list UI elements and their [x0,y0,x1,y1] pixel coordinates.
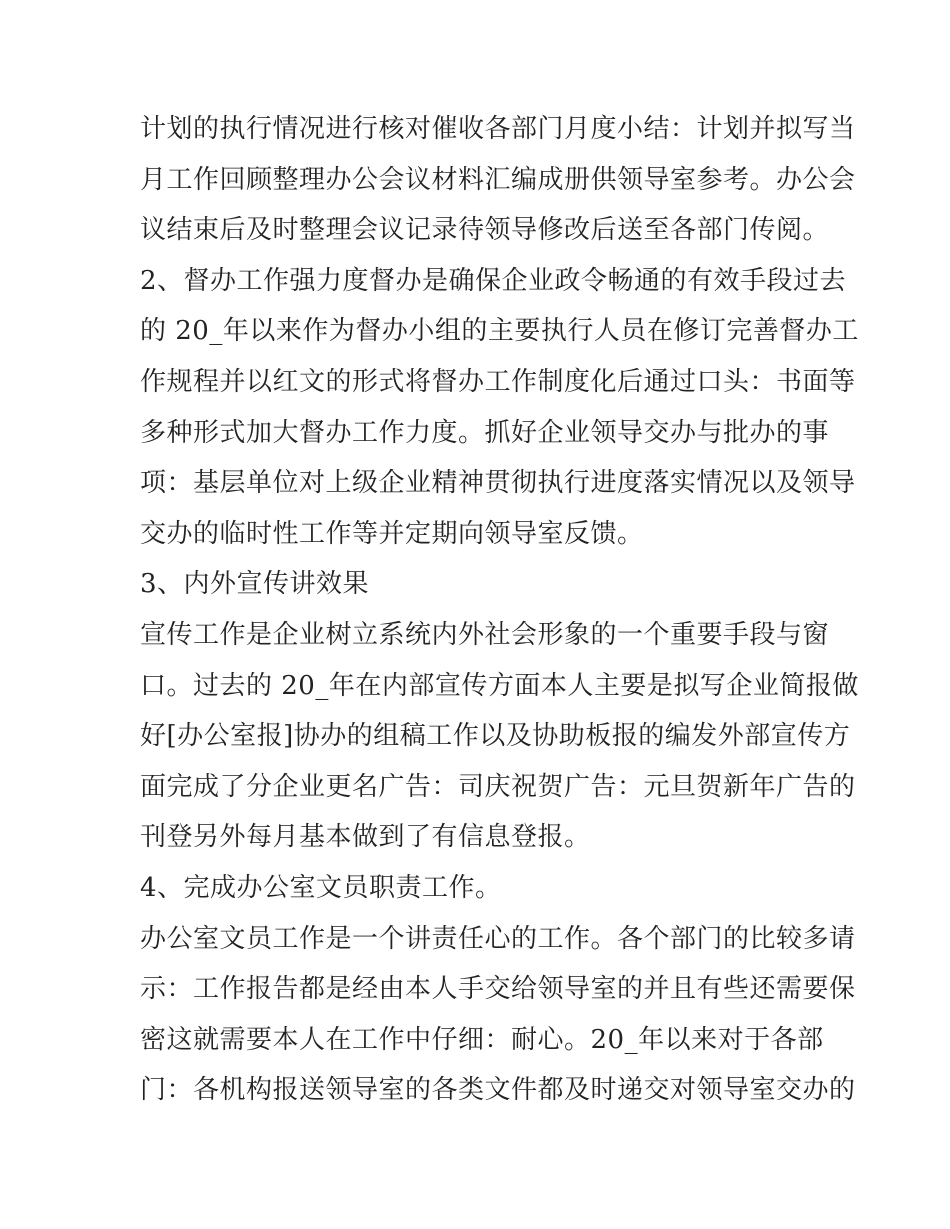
text-line-1: 计划的执行情况进行核对催收各部门月度小结：计划并拟写当 [140,114,856,144]
text-line-17: 办公室文员工作是一个讲责任心的工作。各个部门的比较多请 [140,923,856,954]
text-line-9: 交办的临时性工作等并定期向领导室反馈。 [140,518,644,549]
text-line-6: 作规程并以红文的形式将督办工作制度化后通过口头：书面等 [140,366,856,397]
text-line-5: 的 20_年以来作为督办小组的主要执行人员在修订完善督办工 [140,316,859,347]
text-line-14: 面完成了分企业更名广告：司庆祝贺广告：元旦贺新年广告的 [140,771,856,802]
text-line-3: 议结束后及时整理会议记录待领导修改后送至各部门传阅。 [140,215,830,246]
text-line-2: 月工作回顾整理办公会议材料汇编成册供领导室参考。办公会 [140,164,856,195]
text-line-18: 示：工作报告都是经由本人手交给领导室的并且有些还需要保 [140,974,856,1005]
text-line-7: 多种形式加大督办工作力度。抓好企业领导交办与批办的事 [140,417,830,448]
body-text [140,104,859,1116]
text-line-19: 密这就需要本人在工作中仔细：耐心。20_年以来对于各部 [140,1024,824,1055]
text-line-13: 好[办公室报]协办的组稿工作以及协助板报的编发外部宣传方 [140,721,851,752]
text-line-15: 刊登另外每月基本做到了有信息登报。 [140,822,591,853]
text-line-8: 项：基层单位对上级企业精神贯彻执行进度落实情况以及领导 [140,468,856,499]
text-line-12: 口。过去的 20_年在内部宣传方面本人主要是拟写企业简报做 [140,670,859,701]
text-line-20: 门：各机构报送领导室的各类文件都及时递交对领导室交办的 [140,1075,856,1106]
text-line-11: 宣传工作是企业树立系统内外社会形象的一个重要手段与窗 [140,619,830,650]
section-2-heading-line: 2、督办工作强力度督办是确保企业政令畅通的有效手段过去 [140,265,847,296]
section-3-heading: 3、内外宣传讲效果 [140,569,370,600]
section-4-heading: 4、完成办公室文员职责工作。 [140,872,502,903]
